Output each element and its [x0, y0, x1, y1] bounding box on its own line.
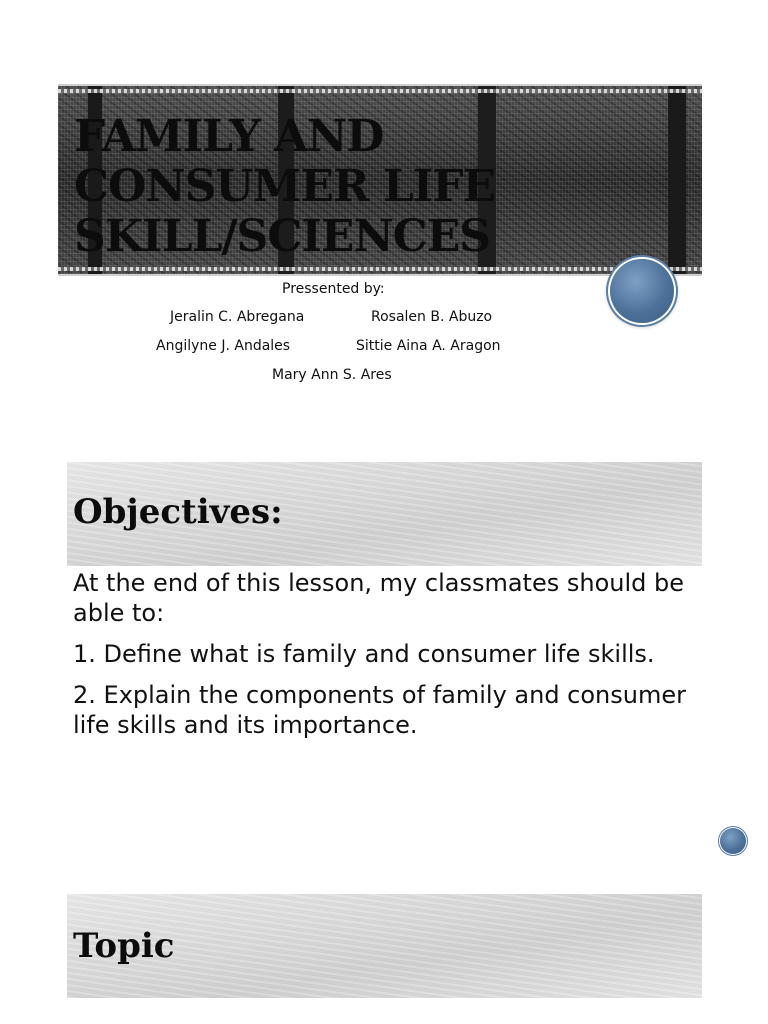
- objective-item: 1. Define what is family and consumer life skills.: [73, 640, 655, 668]
- objectives-intro: At the end of this lesson, my classmates should be able to:: [73, 569, 684, 627]
- title-line: FAMILY AND: [74, 111, 384, 162]
- title-line: SKILL/SCIENCES: [74, 211, 491, 262]
- objectives-header: [67, 462, 702, 566]
- title-line: CONSUMER LIFE: [74, 161, 496, 212]
- presenter-name: Rosalen B. Abuzo: [371, 309, 493, 325]
- objectives-heading: Objectives:: [73, 492, 283, 532]
- presenter-name: Angilyne J. Andales: [156, 338, 291, 354]
- topic-header: [67, 894, 702, 998]
- presenter-name: Sittie Aina A. Aragon: [356, 338, 501, 354]
- decorative-circle-badge: [720, 828, 746, 854]
- presenter-name: Jeralin C. Abregana: [170, 309, 305, 325]
- presentation-title: [74, 112, 694, 262]
- objective-item: 2. Explain the components of family and consumer life skills and its importance.: [73, 681, 686, 739]
- title-banner: [58, 84, 702, 276]
- presented-by-label: Pressented by:: [282, 281, 385, 297]
- presenter-name: Mary Ann S. Ares: [272, 367, 392, 383]
- objectives-body: [73, 568, 703, 751]
- topic-heading: Topic: [73, 926, 175, 966]
- decorative-circle-badge: [610, 259, 674, 323]
